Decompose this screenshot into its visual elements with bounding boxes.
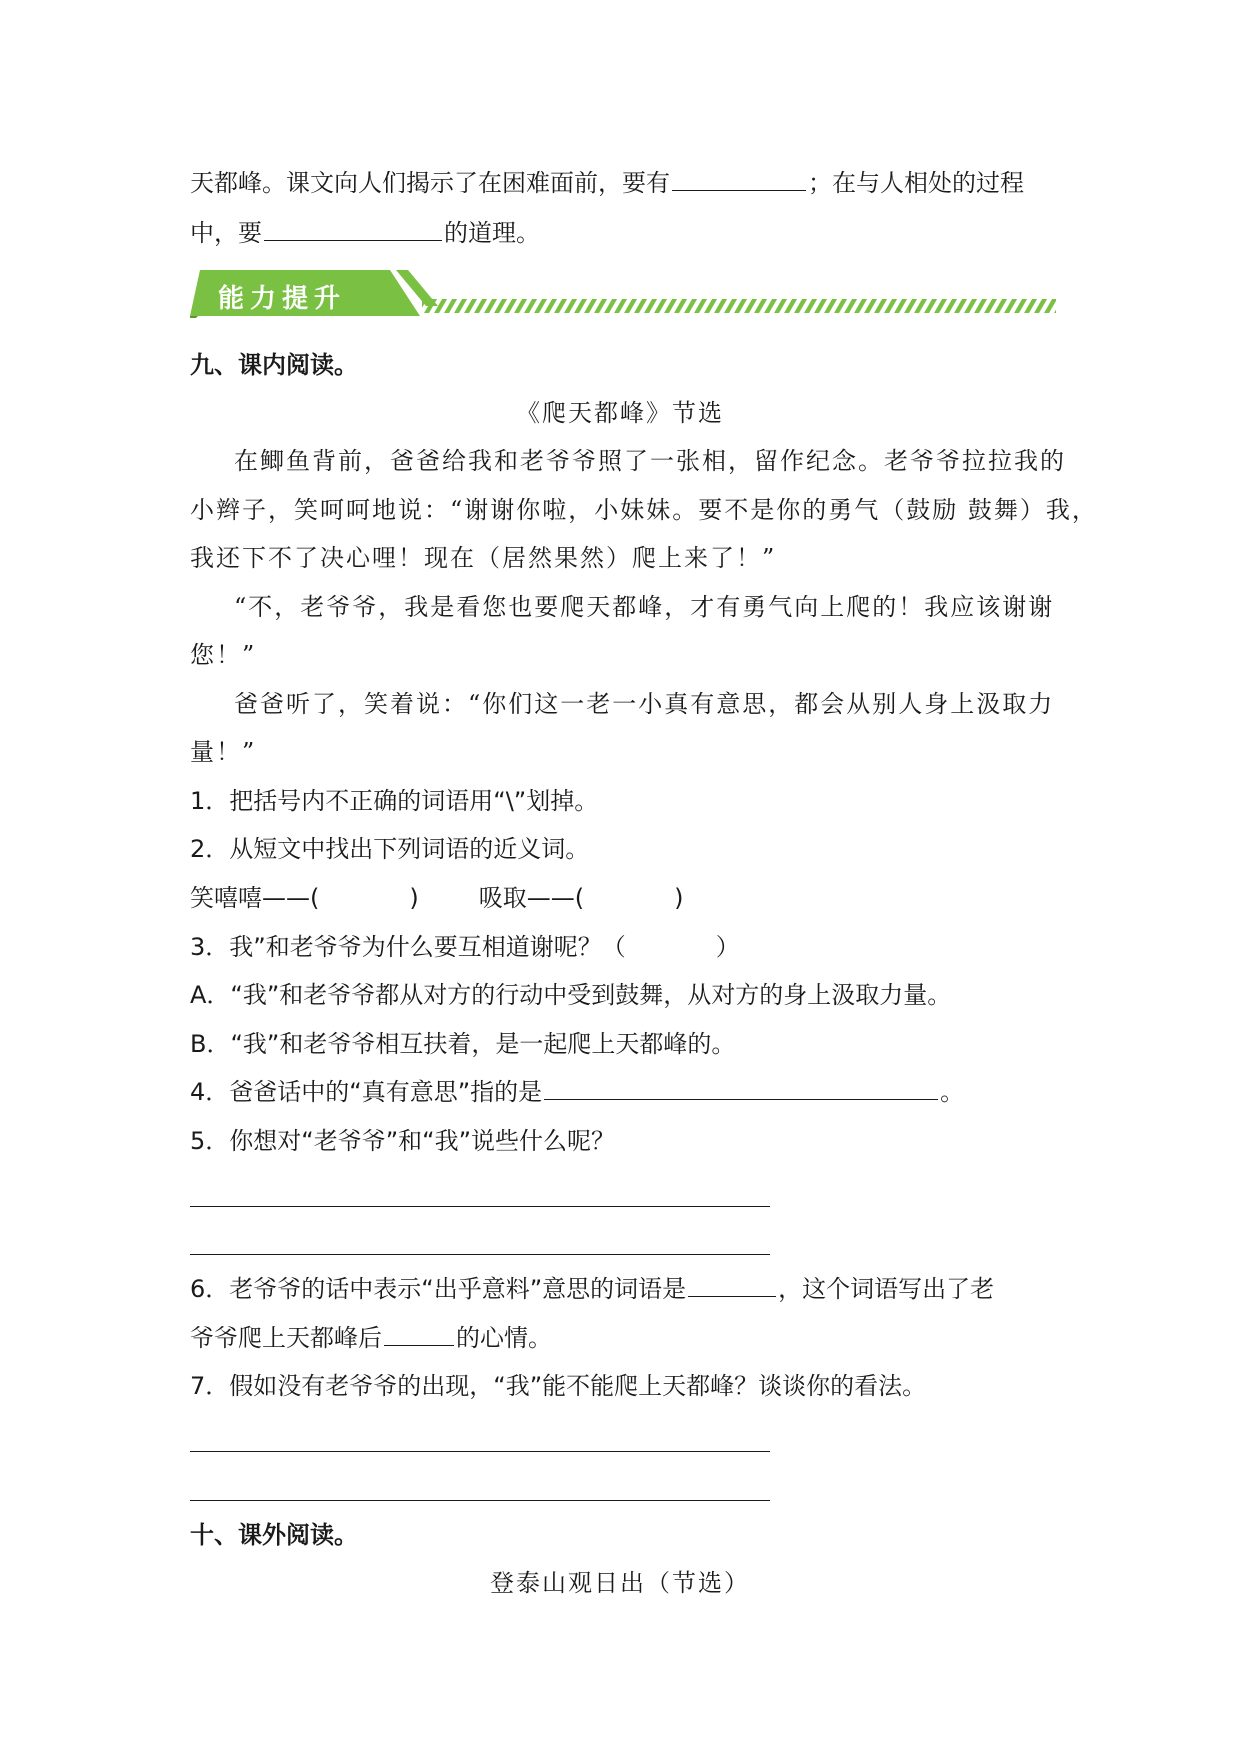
intro-text: 中，要: [190, 219, 262, 247]
passage-line: 小辫子，笑呵呵地说：“谢谢你啦，小妹妹。要不是你的勇气（鼓励 鼓舞）我，: [190, 496, 1098, 524]
intro-text: 的道理。: [444, 219, 540, 247]
period: 。: [940, 1078, 965, 1106]
question-3: [190, 930, 740, 964]
question-6-text: 爷爷爬上天都峰后: [190, 1324, 382, 1352]
paren-close: ): [409, 884, 419, 912]
answer-blank[interactable]: [688, 1274, 776, 1297]
passage-line: “不，老爷爷，我是看您也要爬天都峰，才有勇气向上爬的！我应该谢谢: [234, 593, 1055, 621]
passage-title: 《爬天都峰》节选: [516, 399, 724, 427]
synonym-prompt-1: 笑嘻嘻——(: [190, 884, 320, 912]
passage-title: 登泰山观日出（节选）: [490, 1569, 750, 1597]
answer-line[interactable]: [190, 1500, 770, 1501]
intro-line-1: [190, 166, 1024, 200]
question-4-text: 4．爸爸话中的“真有意思”指的是: [190, 1078, 543, 1106]
question-3-text: 3．我”和老爷爷为什么要互相道谢呢？（: [190, 933, 626, 961]
intro-text: 天都峰。课文向人们揭示了在困难面前，要有: [190, 169, 670, 197]
section-banner: [190, 268, 1060, 318]
question-6-text: ，这个词语写出了老: [778, 1275, 995, 1303]
question-6-text: 6．老爷爷的话中表示“出乎意料”意思的词语是: [190, 1275, 687, 1303]
banner-label: 能力提升: [218, 284, 347, 314]
question-5: 5．你想对“老爷爷”和“我”说些什么呢？: [190, 1127, 616, 1155]
section-heading: 十、课外阅读。: [190, 1521, 358, 1549]
passage-line: 您！”: [190, 641, 257, 669]
question-6: [190, 1272, 994, 1306]
question-2-answers: [190, 881, 684, 915]
option-b[interactable]: B．“我”和老爷爷相互扶着，是一起爬上天都峰的。: [190, 1030, 736, 1058]
paren-close: ）: [715, 933, 740, 961]
answer-blank[interactable]: [384, 1323, 454, 1346]
question-1: 1．把括号内不正确的词语用“\”划掉。: [190, 787, 599, 815]
answer-blank[interactable]: [264, 218, 442, 241]
question-2: 2．从短文中找出下列词语的近义词。: [190, 835, 590, 863]
question-6-text: 的心情。: [456, 1324, 552, 1352]
passage-line: 我还下不了决心哩！现在（居然果然）爬上来了！”: [190, 544, 777, 572]
question-6-cont: [190, 1321, 552, 1355]
intro-line-2: [190, 216, 540, 250]
section-heading: 九、课内阅读。: [190, 351, 358, 379]
passage-line: 量！”: [190, 738, 257, 766]
synonym-prompt-2: 吸取——(: [478, 884, 585, 912]
answer-blank[interactable]: [544, 1077, 938, 1100]
question-4: [190, 1075, 964, 1109]
option-a[interactable]: A．“我”和老爷爷都从对方的行动中受到鼓舞，从对方的身上汲取力量。: [190, 981, 952, 1009]
answer-line[interactable]: [190, 1254, 770, 1255]
question-7: 7．假如没有老爷爷的出现，“我”能不能爬上天都峰？谈谈你的看法。: [190, 1372, 927, 1400]
intro-text: ；在与人相处的过程: [808, 169, 1024, 197]
answer-blank[interactable]: [672, 168, 806, 191]
passage-line: 爸爸听了，笑着说：“你们这一老一小真有意思，都会从别人身上汲取力: [234, 690, 1055, 718]
paren-close: ): [674, 884, 684, 912]
answer-line[interactable]: [190, 1206, 770, 1207]
answer-line[interactable]: [190, 1451, 770, 1452]
passage-line: 在鲫鱼背前，爸爸给我和老爷爷照了一张相，留作纪念。老爷爷拉拉我的: [234, 447, 1066, 475]
